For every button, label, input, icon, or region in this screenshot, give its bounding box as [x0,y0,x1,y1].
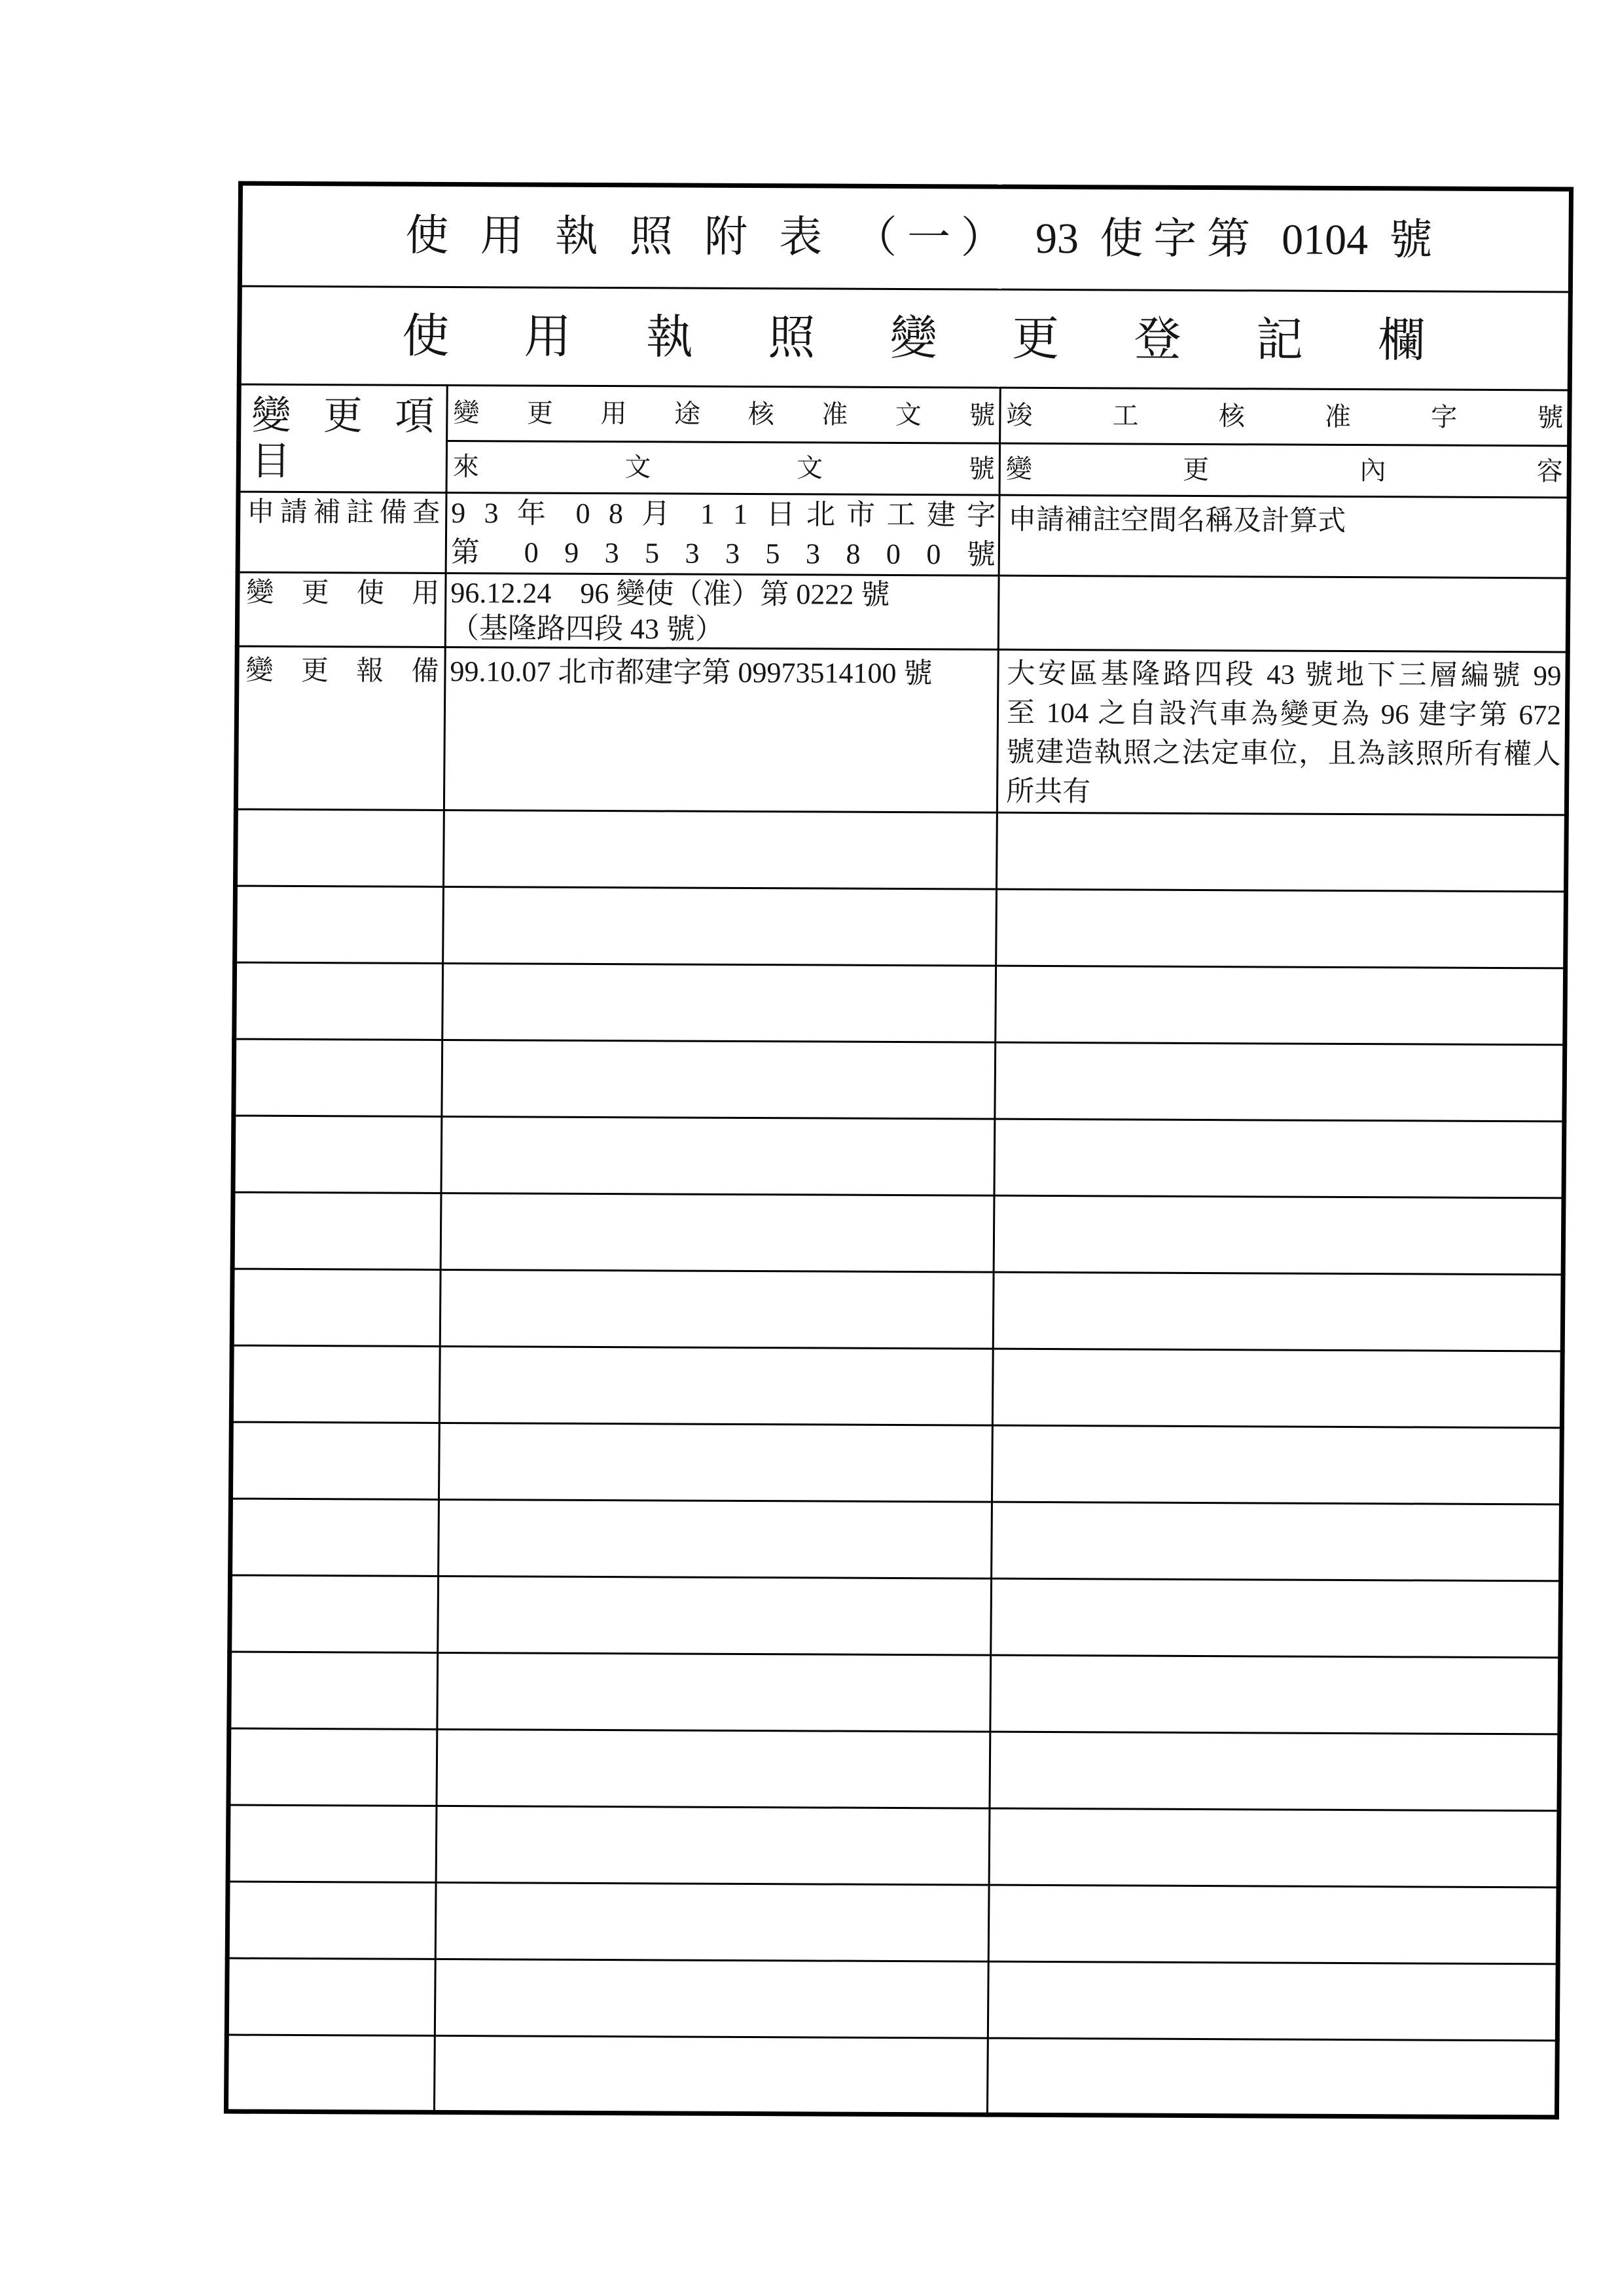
blank-row [227,1882,1558,1964]
document-number-cell [434,2035,988,2115]
change-item-cell [236,809,444,886]
change-content-cell [987,2038,1557,2117]
document-number-cell [436,1806,990,1885]
change-item-cell [234,1039,442,1116]
table-row [236,646,1568,815]
change-content-cell [992,1425,1562,1504]
document-number-cell [439,1423,992,1502]
change-item-label: 變 更 使 用 [246,577,440,609]
change-content-cell [992,1502,1562,1581]
document-number-cell [439,1499,992,1578]
change-content-line: 所共有 [1005,776,1091,808]
document-number-cell [442,963,996,1042]
blank-row [232,1269,1563,1351]
change-content-cell [991,1578,1561,1658]
blank-row [231,1345,1562,1428]
change-item-label: 變 更 報 備 [245,655,439,687]
column-header-completion-approval-no: 竣 工 核 准 字 號 [1006,400,1564,433]
change-content-cell [996,889,1566,968]
change-content-cell [990,1655,1560,1734]
blank-row [235,886,1566,968]
column-header-change-content: 變 更 內 容 [1005,454,1563,486]
blank-row [228,1805,1559,1887]
change-item-cell [229,1652,438,1729]
column-header-completion-cell [1000,388,1570,446]
change-item-cell [236,646,445,810]
document-number-cell [442,1040,996,1119]
change-item-cell [230,1575,439,1652]
change-item-cell [235,886,444,963]
change-item-cell [226,1958,435,2035]
document-number-cell [446,492,999,575]
change-item-cell [234,962,443,1040]
document-number-cell [438,1576,992,1655]
change-content-cell [995,1042,1565,1121]
change-content-cell [988,1961,1558,2041]
document-number-line: 96.12.24 96 變使（准）第 0222 號 [450,577,890,611]
blank-row [234,1039,1565,1121]
title-cell [240,183,1571,292]
column-header-incoming-cell [446,441,1000,495]
change-item-cell [228,1728,437,1806]
change-item-cell [226,2035,435,2112]
document-number-cell [444,810,998,889]
blank-row [226,2035,1557,2117]
document-number-cell [437,1652,991,1732]
change-item-cell [227,1882,436,1959]
blank-row [232,1192,1564,1275]
document-number-line: 9 3 年 0 8 月 1 1 日北市工建字 [451,497,996,532]
title-row [240,183,1571,292]
form-title: 使 用 執 照 附 表 （一） 93 使字第 0104 號 [405,211,1433,264]
document-number-cell [435,1959,988,2038]
change-content-line: 號建造執照之法定車位，且為該照所有權人 [1006,737,1561,771]
blank-row [226,1958,1558,2041]
change-item-cell [228,1805,437,1882]
column-header-change-use-approval-no: 變 更 用 途 核 准 文 號 [453,398,996,430]
blank-row [230,1575,1561,1658]
section-title: 使 用 執 照 變 更 登 記 欄 [402,310,1426,367]
blank-row [229,1652,1560,1734]
change-content-cell [994,1119,1564,1198]
document-number-line: 第 0 9 3 5 3 3 5 3 8 0 0 號 [450,536,996,571]
change-content-line: 大安區基隆路四段 43 號地下三層編號 99 [1007,658,1562,692]
column-header-approval-cell [447,385,1001,443]
change-content-cell [997,649,1568,815]
change-content-cell [999,495,1569,578]
subtitle-row [239,286,1570,390]
column-header-change-item-cell [238,384,447,492]
document-number-line: 99.10.07 北市都建字第 09973514100 號 [450,655,933,690]
change-content-cell [988,1885,1558,1964]
document-number-cell [443,886,997,966]
change-content-cell [996,966,1566,1045]
document-number-cell [444,647,998,812]
change-content-cell [992,1349,1562,1428]
header-row-1 [239,384,1570,446]
change-content-cell [998,575,1568,652]
change-content-line: 至 104 之自設汽車為變更為 96 建字第 672 [1006,697,1562,731]
change-content-line: 申請補註空間名稱及計算式 [1008,504,1346,537]
document-number-line: （基隆路四段 43 號） [450,612,725,646]
blank-row [230,1422,1562,1504]
change-content-cell [996,812,1566,892]
blank-row [236,809,1567,892]
blank-row [234,962,1566,1045]
table-body [226,183,1571,2117]
change-item-cell [230,1499,439,1576]
change-item-label: 申請補註備查 [247,497,440,528]
blank-row [233,1116,1564,1198]
document-number-cell [441,1116,995,1195]
change-content-cell [990,1732,1560,1811]
document-number-cell [437,1729,990,1808]
change-content-cell [994,1195,1564,1275]
change-content-cell [993,1272,1563,1351]
change-item-cell [232,1269,440,1346]
change-item-cell [237,572,446,647]
blank-row [228,1728,1560,1811]
document-number-cell [439,1346,993,1425]
column-header-incoming-document-no: 來 文 文 號 [452,452,995,484]
document-number-cell [440,1269,994,1349]
change-item-cell [231,1345,440,1423]
change-content-cell [989,1808,1559,1887]
table-row [238,492,1569,578]
blank-row [230,1499,1562,1581]
document-number-cell [435,1882,989,1961]
column-header-change-item: 變 更 項 目 [251,393,435,483]
document-number-cell [445,573,999,649]
change-item-cell [238,492,446,573]
column-header-content-cell [999,443,1570,498]
table-row [237,572,1568,652]
document-number-cell [440,1193,994,1272]
change-item-cell [230,1422,439,1499]
subtitle-cell [239,286,1570,390]
change-item-cell [233,1116,442,1193]
change-register-table [224,181,1573,2120]
change-item-cell [232,1192,441,1269]
